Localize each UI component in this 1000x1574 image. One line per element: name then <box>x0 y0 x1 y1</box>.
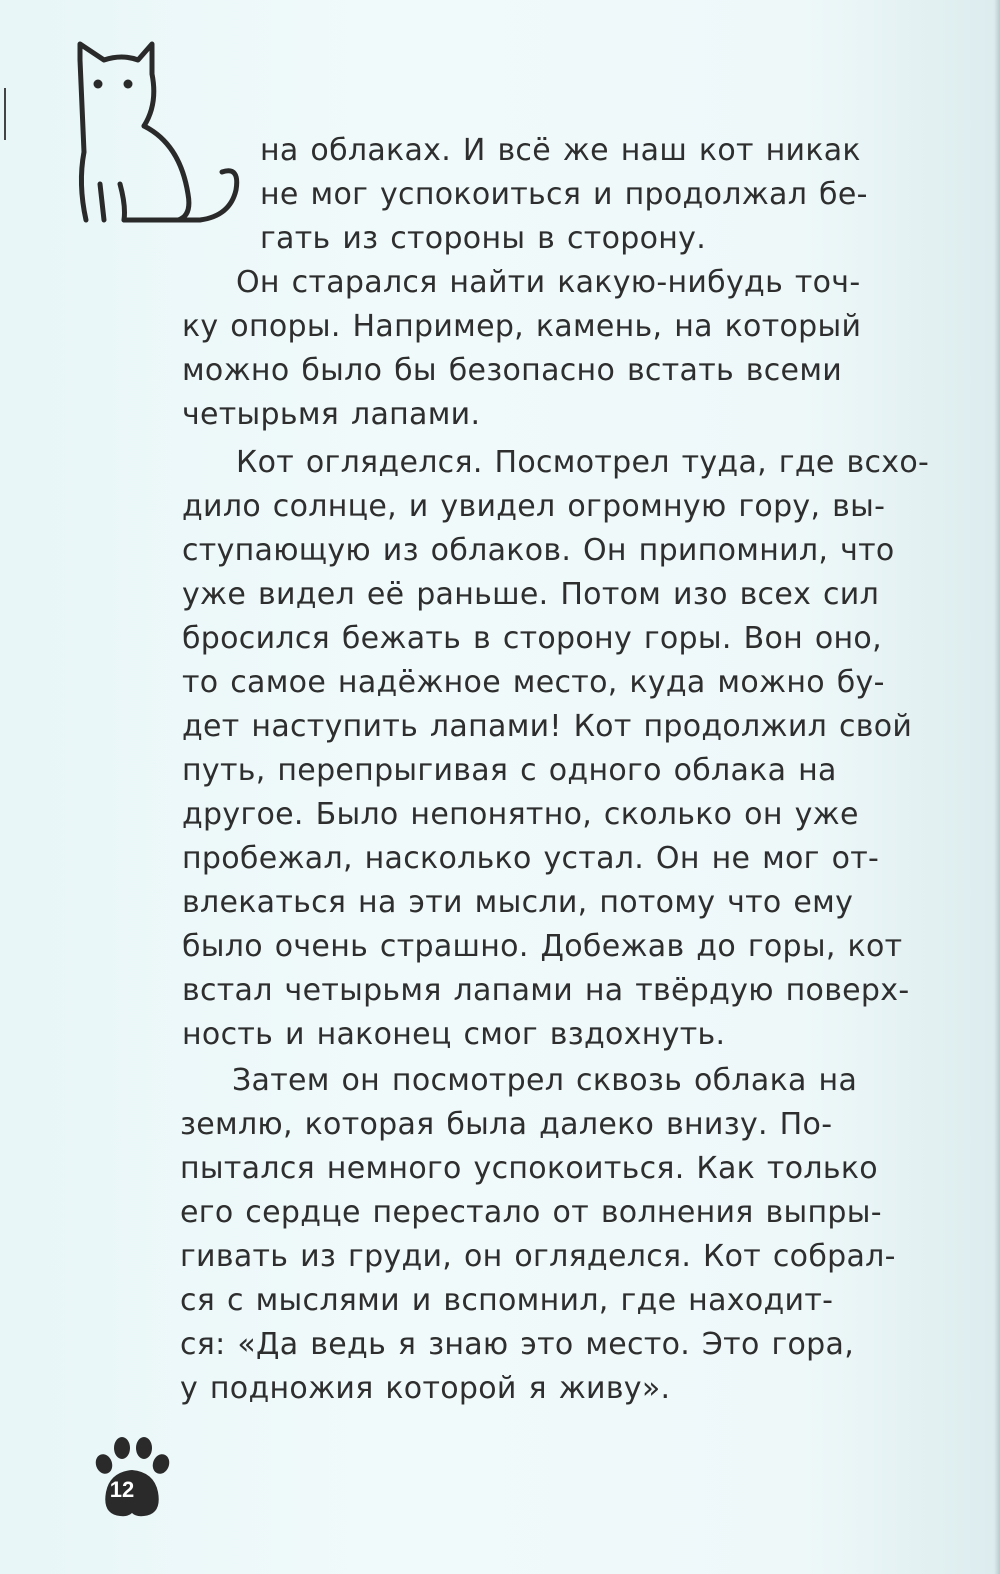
text-line: влекаться на эти мысли, потому что ему <box>182 885 854 920</box>
margin-mark <box>4 88 6 140</box>
text-line: у подножия которой я живу». <box>180 1371 671 1406</box>
text-line: бросился бежать в сторону горы. Вон оно, <box>182 621 882 656</box>
text-line: ся: «Да ведь я знаю это место. Это гора, <box>180 1327 855 1362</box>
text-line: пытался немного успокоиться. Как только <box>180 1151 878 1186</box>
text-line: дило солнце, и увидел огромную гору, вы- <box>182 489 886 524</box>
text-line: дет наступить лапами! Кот продолжил свой <box>182 709 913 744</box>
text-line: пробежал, насколько устал. Он не мог от- <box>182 841 880 876</box>
text-line: Он старался найти какую-нибудь точ- <box>236 265 861 300</box>
text-line: другое. Было непонятно, сколько он уже <box>182 797 859 832</box>
text-line: уже видел её раньше. Потом изо всех сил <box>182 577 880 612</box>
text-line: не мог успокоиться и продолжал бе- <box>260 177 868 212</box>
text-line: гать из стороны в сторону. <box>260 221 707 256</box>
text-line: встал четырьмя лапами на твёрдую поверх- <box>182 973 910 1008</box>
text-line: четырьмя лапами. <box>182 397 481 432</box>
text-line: на облаках. И всё же наш кот никак <box>260 133 861 168</box>
text-line: можно было бы безопасно встать всеми <box>182 353 843 388</box>
page-edge-shadow <box>994 0 1000 1574</box>
text-line: землю, которая была далеко внизу. По- <box>180 1107 833 1142</box>
text-line: то самое надёжное место, куда можно бу- <box>182 665 885 700</box>
text-line: гивать из груди, он огляделся. Кот собрал- <box>180 1239 896 1274</box>
cat-outline-icon <box>70 34 250 234</box>
text-line: ку опоры. Например, камень, на который <box>182 309 862 344</box>
text-line: ность и наконец смог вздохнуть. <box>182 1017 726 1052</box>
text-line: ступающую из облаков. Он припомнил, что <box>182 533 895 568</box>
text-line: Кот огляделся. Посмотрел туда, где всхо- <box>236 445 930 480</box>
text-line: ся с мыслями и вспомнил, где находит- <box>180 1283 834 1318</box>
text-line: его сердце перестало от волнения выпры- <box>180 1195 882 1230</box>
text-line: Затем он посмотрел сквозь облака на <box>232 1063 858 1098</box>
text-line: было очень страшно. Добежав до горы, кот <box>182 929 903 964</box>
text-line: путь, перепрыгивая с одного облака на <box>182 753 837 788</box>
page-number: 12 <box>109 1477 135 1502</box>
